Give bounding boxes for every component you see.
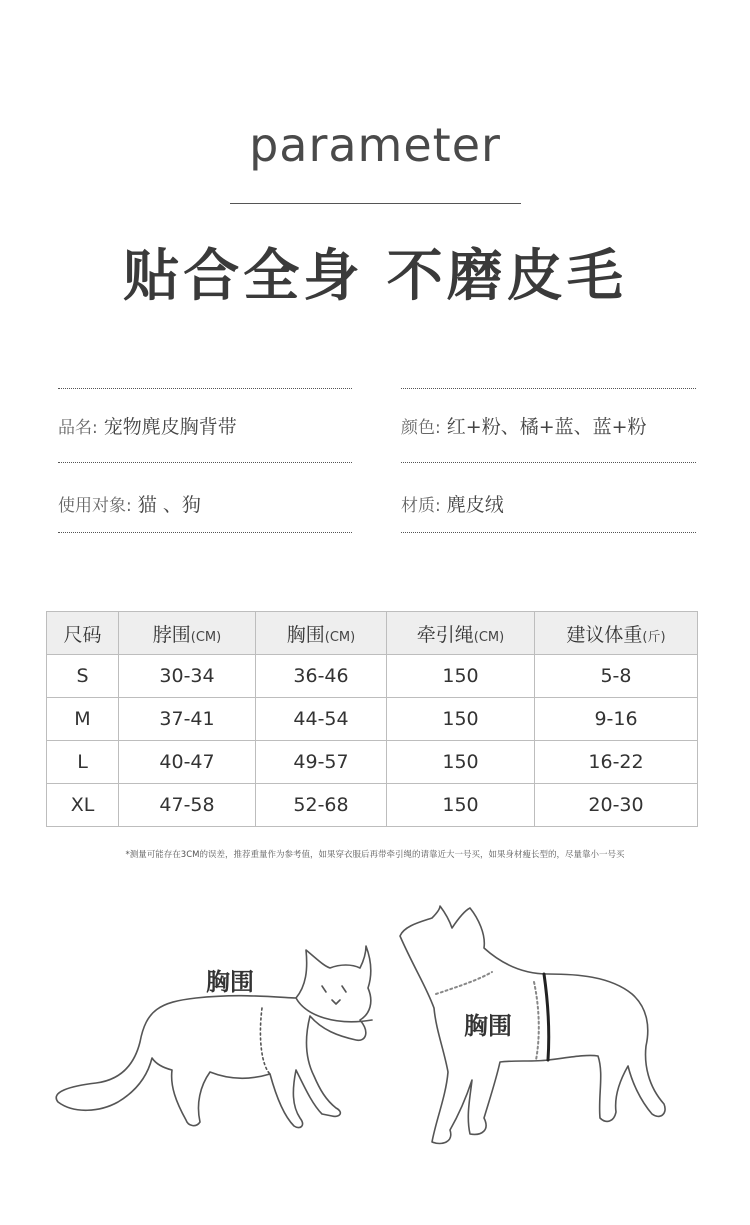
header-neck	[119, 612, 256, 655]
header-unit: (斤)	[642, 629, 666, 645]
header-size	[47, 612, 119, 655]
cell-neck: 40-47	[119, 741, 256, 784]
header-label: 建议体重	[566, 623, 643, 646]
table-row	[47, 784, 698, 827]
cell-chest: 49-57	[256, 741, 387, 784]
spec-material	[401, 490, 504, 517]
dog-outline	[400, 906, 665, 1144]
title-divider	[230, 203, 521, 204]
cell-size: L	[47, 741, 119, 784]
spec-key: 使用对象:	[58, 496, 132, 516]
cat-chest-mark	[260, 1008, 270, 1074]
spec-color	[401, 412, 647, 439]
table-row	[47, 698, 698, 741]
cell-chest: 52-68	[256, 784, 387, 827]
table-header-row	[47, 612, 698, 655]
header-leash	[387, 612, 535, 655]
cell-neck: 30-34	[119, 655, 256, 698]
cat-chest-label: 胸围	[206, 968, 254, 996]
spec-divider	[58, 388, 352, 389]
cell-size: XL	[47, 784, 119, 827]
header-unit: (CM)	[324, 629, 356, 645]
header-label: 尺码	[63, 623, 102, 646]
header-label: 胸围	[286, 623, 325, 646]
cell-neck: 37-41	[119, 698, 256, 741]
spec-product-name	[58, 412, 237, 439]
cell-leash: 150	[387, 698, 535, 741]
header-chest	[256, 612, 387, 655]
header-unit: (CM)	[190, 629, 222, 645]
page-title-english: parameter	[249, 118, 501, 172]
dog-collar-dots	[436, 972, 492, 994]
spec-value: 红+粉、橘+蓝、蓝+粉	[446, 416, 647, 438]
header-label: 牵引绳	[416, 623, 474, 646]
spec-key: 颜色:	[401, 418, 441, 438]
spec-divider	[58, 532, 352, 533]
cell-leash: 150	[387, 655, 535, 698]
cell-leash: 150	[387, 741, 535, 784]
spec-divider	[401, 532, 696, 533]
cell-size: M	[47, 698, 119, 741]
dog-chest-band	[544, 974, 549, 1060]
spec-value: 猫 、狗	[137, 494, 201, 516]
table-row	[47, 655, 698, 698]
cell-weight: 9-16	[535, 698, 698, 741]
spec-key: 材质:	[401, 496, 441, 516]
header-weight	[535, 612, 698, 655]
spec-value: 麂皮绒	[446, 494, 504, 516]
spec-divider	[401, 388, 696, 389]
dog-chest-dots	[534, 982, 539, 1060]
table-row	[47, 741, 698, 784]
header-label: 脖围	[152, 623, 191, 646]
size-table	[46, 611, 698, 827]
spec-target	[58, 490, 201, 517]
cell-weight: 5-8	[535, 655, 698, 698]
pet-measurement-illustration	[0, 890, 750, 1190]
cell-leash: 150	[387, 784, 535, 827]
cell-size: S	[47, 655, 119, 698]
cell-weight: 20-30	[535, 784, 698, 827]
spec-divider	[401, 462, 696, 463]
spec-value: 宠物麂皮胸背带	[103, 416, 237, 438]
cell-chest: 44-54	[256, 698, 387, 741]
spec-key: 品名:	[58, 418, 98, 438]
cell-neck: 47-58	[119, 784, 256, 827]
cat-face-detail	[322, 986, 346, 1004]
cell-chest: 36-46	[256, 655, 387, 698]
measurement-note: *测量可能存在3CM的误差，推荐重量作为参考值，如果穿衣服后再带牵引绳的请靠近大一号买，如果身材瘦长型的，尽量靠小一号买	[125, 850, 625, 860]
cell-weight: 16-22	[535, 741, 698, 784]
spec-divider	[58, 462, 352, 463]
header-unit: (CM)	[473, 629, 505, 645]
dog-chest-label: 胸围	[464, 1012, 512, 1040]
page-title-chinese: 贴合全身 不磨皮毛	[123, 244, 627, 309]
